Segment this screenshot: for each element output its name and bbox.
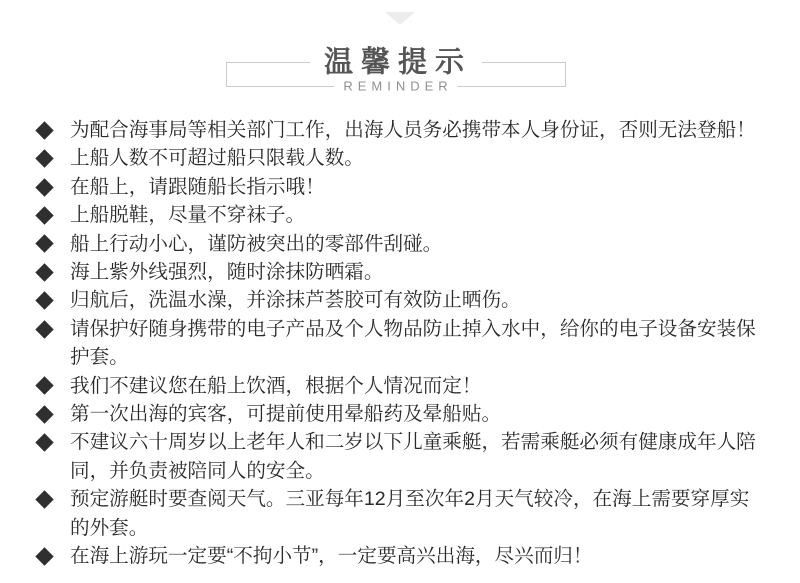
triangle-down-icon <box>385 12 415 25</box>
diamond-bullet-icon <box>36 428 70 456</box>
page-subtitle: REMINDER <box>334 80 457 93</box>
list-item <box>36 400 760 428</box>
reminder-text: 海上紫外线强烈，随时涂抹防晒霜。 <box>70 261 384 284</box>
page-title: 温馨提示 <box>310 49 482 78</box>
diamond-bullet-icon <box>36 315 70 343</box>
list-item <box>36 201 760 229</box>
diamond-bullet-icon <box>36 286 70 314</box>
reminder-text: 请保护好随身携带的电子产品及个人物品防止掉入水中，给你的电子设备安装保护套。 <box>70 317 756 369</box>
list-item <box>36 116 760 144</box>
reminder-text: 在船上，请跟随船长指示哦！ <box>70 175 325 198</box>
reminder-text: 为配合海事局等相关部门工作，出海人员务必携带本人身份证，否则无法登船！ <box>70 119 756 141</box>
diamond-bullet-icon <box>36 485 70 513</box>
list-item <box>36 173 760 201</box>
diamond-bullet-icon <box>36 542 70 570</box>
reminder-text: 船上行动小心，谨防被突出的零部件刮碰。 <box>70 232 443 255</box>
list-item <box>36 144 760 172</box>
list-item <box>36 258 760 286</box>
reminder-text: 第一次出海的宾客，可提前使用晕船药及晕船贴。 <box>70 403 502 426</box>
reminder-text: 上船人数不可超过船只限载人数。 <box>70 147 364 170</box>
reminder-text: 预定游艇时要查阅天气。三亚每年12月至次年2月天气较冷，在海上需要穿厚实的外套。 <box>70 488 750 539</box>
diamond-bullet-icon <box>36 144 70 172</box>
reminder-text: 我们不建议您在船上饮酒，根据个人情况而定！ <box>70 374 482 397</box>
reminder-list <box>36 116 760 571</box>
diamond-bullet-icon <box>36 116 70 144</box>
list-item <box>36 315 760 372</box>
reminder-text: 归航后，洗温水澡，并涂抹芦荟胶可有效防止晒伤。 <box>70 289 521 312</box>
diamond-bullet-icon <box>36 258 70 286</box>
header-frame <box>226 46 566 94</box>
list-item <box>36 286 760 314</box>
list-item <box>36 428 760 485</box>
diamond-bullet-icon <box>36 230 70 258</box>
diamond-bullet-icon <box>36 173 70 201</box>
reminder-text: 不建议六十周岁以上老年人和二岁以下儿童乘艇，若需乘艇必须有健康成年人陪同，并负责被陪同人的安全。 <box>70 431 756 482</box>
diamond-bullet-icon <box>36 201 70 229</box>
reminder-text: 在海上游玩一定要“不拘小节”，一定要高兴出海，尽兴而归！ <box>70 545 593 568</box>
list-item <box>36 230 760 258</box>
list-item <box>36 542 760 570</box>
list-item <box>36 372 760 400</box>
reminder-text: 上船脱鞋，尽量不穿袜子。 <box>70 204 306 227</box>
diamond-bullet-icon <box>36 372 70 400</box>
diamond-bullet-icon <box>36 400 70 428</box>
list-item <box>36 485 760 542</box>
